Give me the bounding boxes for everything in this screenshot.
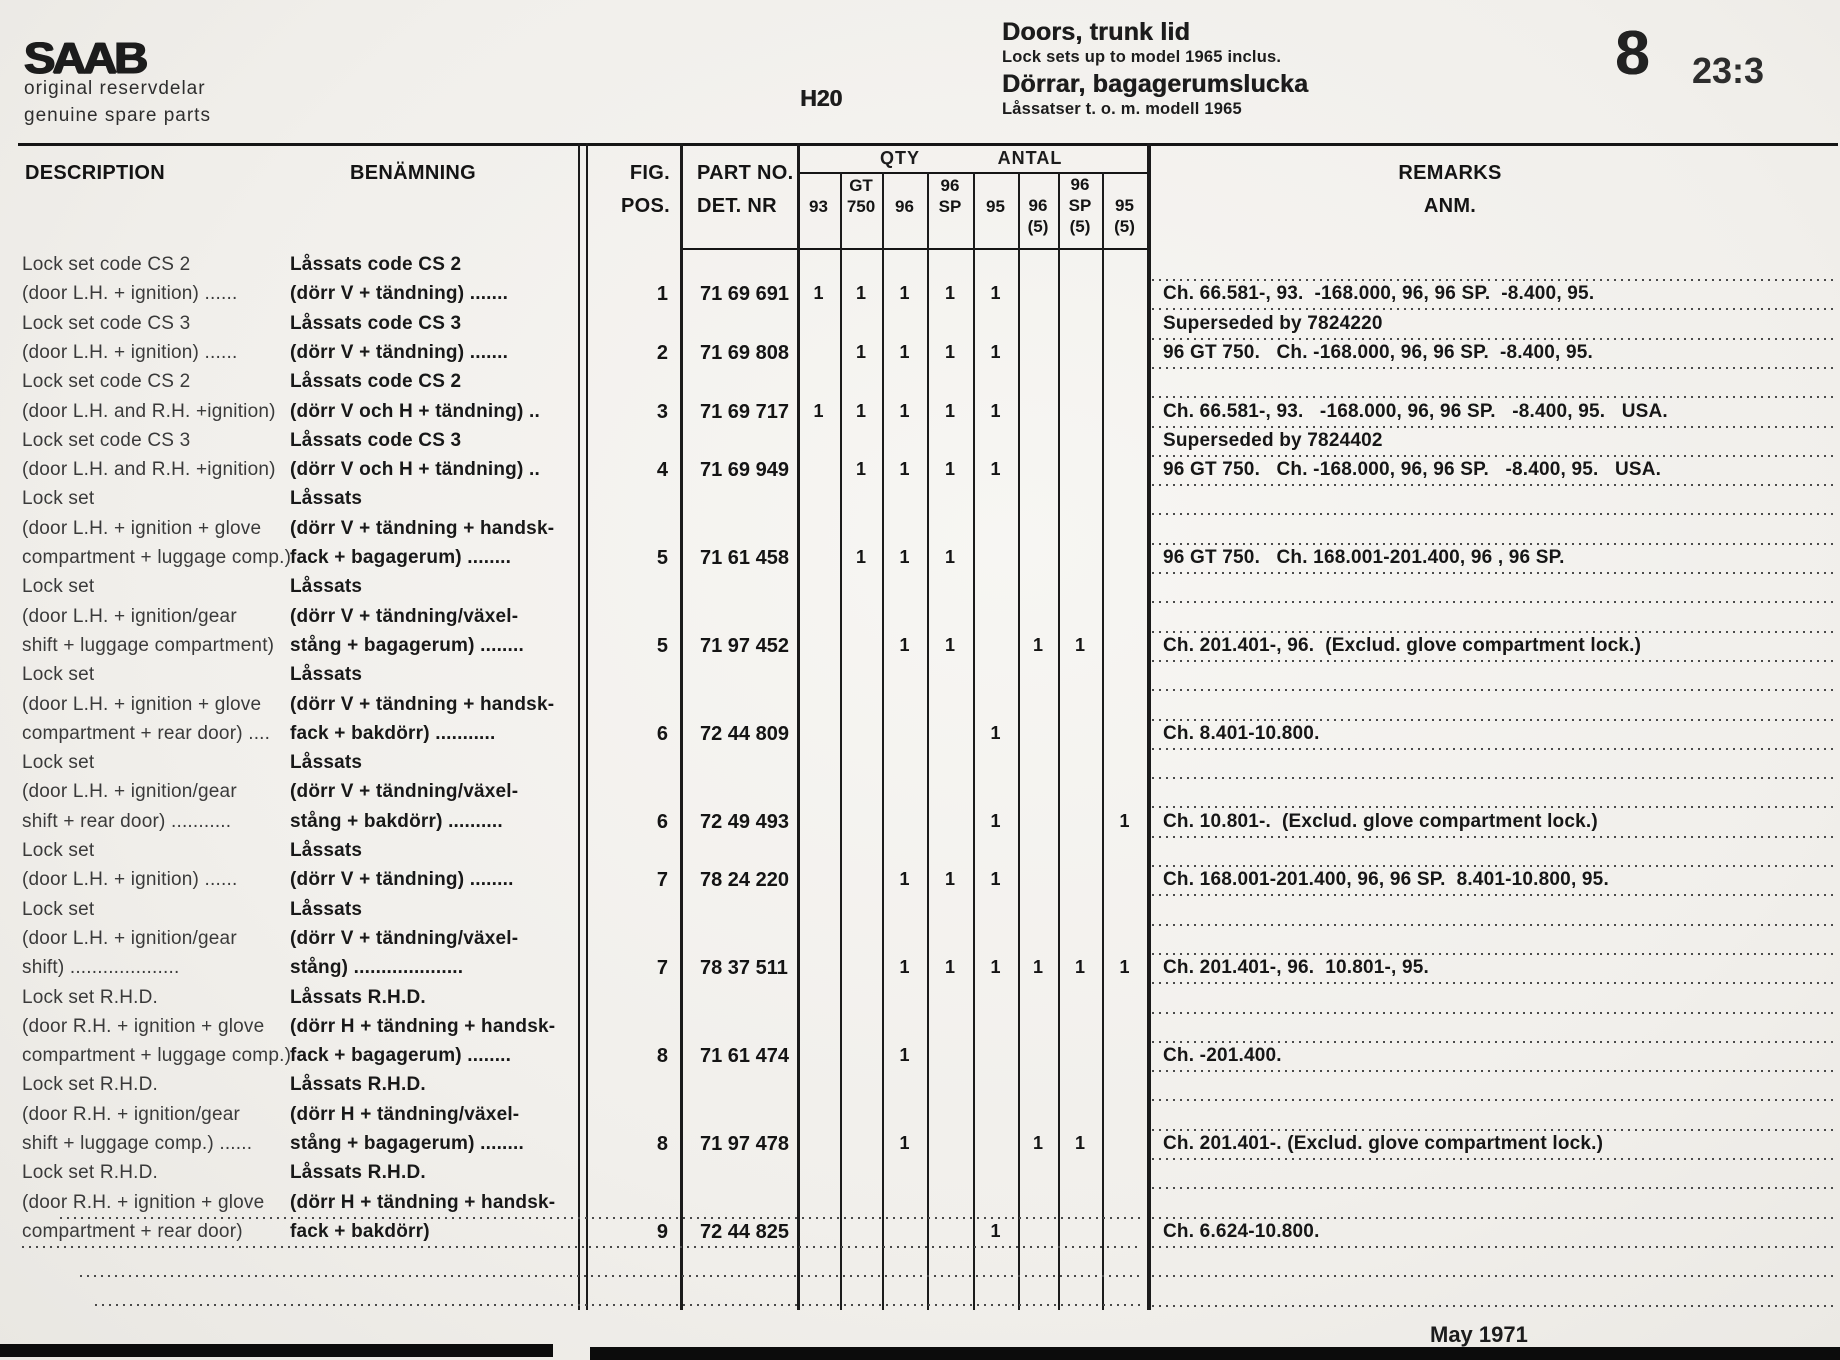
item-fig-pos: 2: [656, 342, 668, 364]
item-benamning-line: (dörr V + tändning) ........: [290, 869, 514, 890]
page-subtitle-english: Lock sets up to model 1965 inclus.: [1002, 48, 1282, 66]
item-qty-value: 1: [899, 401, 910, 421]
item-description-line: (door R.H. + ignition + glove: [22, 1016, 265, 1037]
qty-column-header-3: SP: [938, 197, 962, 216]
dotted-leader-rule: [1152, 894, 1833, 896]
item-qty-value: 1: [1074, 1133, 1085, 1153]
item-fig-pos: 7: [656, 957, 668, 979]
item-benamning-line: (dörr H + tändning/växel-: [290, 1104, 520, 1125]
item-qty-value: 1: [990, 957, 1001, 977]
item-qty-value: 1: [1074, 635, 1085, 655]
item-description-line: Lock set: [22, 840, 95, 861]
column-header-anm: ANM.: [1423, 195, 1477, 217]
item-description-line: shift + rear door) ...........: [22, 811, 232, 832]
section-number: 8: [1615, 19, 1650, 88]
item-remark: 96 GT 750. Ch. -168.000, 96, 96 SP. -8.400, 95. USA.: [1163, 459, 1662, 480]
item-description-line: Lock set code CS 2: [22, 254, 191, 275]
item-qty-value: 1: [899, 1045, 910, 1065]
item-fig-pos: 6: [656, 723, 668, 745]
item-description-line: shift + luggage comp.) ......: [22, 1133, 253, 1154]
qty-column-header-6: (5): [1069, 217, 1091, 236]
item-qty-value: 1: [813, 283, 824, 303]
table-rule-vertical: [1102, 172, 1104, 1310]
dotted-leader-rule: [1152, 1070, 1833, 1072]
column-header-qty: QTY: [879, 148, 920, 168]
item-fig-pos: 5: [656, 547, 668, 569]
dotted-leader-rule-wide: [80, 1275, 1140, 1277]
item-benamning-line: fack + bagagerum) ........: [290, 547, 512, 568]
item-qty-value: 1: [813, 401, 824, 421]
item-remark: Superseded by 7824220: [1163, 313, 1383, 334]
column-header-det-nr: DET. NR: [697, 195, 777, 217]
item-benamning-line: Låssats: [290, 840, 363, 861]
qty-column-header-6: 96: [1070, 175, 1090, 194]
dotted-leader-rule: [1152, 806, 1833, 808]
item-qty-value: 1: [855, 342, 866, 362]
qty-column-header-1: 750: [846, 197, 876, 216]
item-description-line: compartment + luggage comp.): [22, 547, 292, 568]
item-part-number: 71 69 691: [700, 283, 789, 305]
item-description-line: Lock set: [22, 752, 95, 773]
qty-column-header-2: 96: [895, 197, 914, 216]
dotted-leader-rule: [1152, 1129, 1833, 1131]
table-rule-vertical: [578, 143, 580, 1310]
item-qty-value: 1: [944, 635, 955, 655]
scan-edge-bar-right: [590, 1347, 1840, 1360]
item-benamning-line: Låssats code CS 3: [290, 313, 462, 334]
item-description-line: (door L.H. + ignition) ......: [22, 342, 238, 363]
column-header-antal: ANTAL: [997, 148, 1063, 168]
item-benamning-line: Låssats R.H.D.: [290, 987, 426, 1008]
item-benamning-line: Låssats code CS 2: [290, 371, 462, 392]
column-header-remarks: REMARKS: [1398, 162, 1502, 184]
item-description-line: (door L.H. + ignition + glove: [22, 694, 262, 715]
item-qty-value: 1: [1119, 957, 1130, 977]
footer-date: May 1971: [1430, 1322, 1528, 1347]
dotted-leader-rule: [1152, 1099, 1833, 1101]
table-rule-vertical: [797, 143, 800, 1310]
item-benamning-line: (dörr V + tändning + handsk-: [290, 518, 555, 539]
item-qty-value: 1: [990, 401, 1001, 421]
dotted-leader-rule: [1152, 426, 1833, 428]
dotted-leader-rule: [1152, 1305, 1833, 1307]
item-fig-pos: 1: [656, 283, 668, 305]
dotted-leader-rule: [1152, 1217, 1833, 1219]
dotted-leader-rule: [1152, 543, 1833, 545]
brand-tagline-english: genuine spare parts: [24, 105, 211, 126]
column-header-description: DESCRIPTION: [25, 162, 165, 184]
dotted-leader-rule: [1152, 924, 1833, 926]
item-benamning-line: Låssats R.H.D.: [290, 1162, 426, 1183]
dotted-leader-rule: [1152, 689, 1833, 691]
qty-column-header-4: 95: [986, 197, 1005, 216]
item-benamning-line: (dörr V + tändning) .......: [290, 283, 509, 304]
qty-column-header-5: 96: [1028, 196, 1048, 215]
item-benamning-line: Låssats: [290, 664, 363, 685]
dotted-leader-rule: [1152, 1158, 1833, 1160]
item-benamning-line: (dörr V + tändning/växel-: [290, 606, 519, 627]
item-description-line: Lock set R.H.D.: [22, 1074, 159, 1095]
item-benamning-line: Låssats R.H.D.: [290, 1074, 426, 1095]
column-header-part-no: PART NO.: [697, 162, 794, 184]
item-description-line: (door L.H. and R.H. +ignition): [22, 401, 276, 422]
item-benamning-line: stång + bagagerum) ........: [290, 635, 524, 656]
item-qty-value: 1: [855, 401, 866, 421]
item-benamning-line: stång) ....................: [290, 957, 464, 978]
item-description-line: (door L.H. + ignition/gear: [22, 606, 237, 627]
item-benamning-line: (dörr H + tändning + handsk-: [290, 1016, 556, 1037]
dotted-leader-rule: [1152, 953, 1833, 955]
item-remark: Ch. 10.801-. (Exclud. glove compartment lock.): [1163, 811, 1598, 832]
item-remark: Ch. 168.001-201.400, 96, 96 SP. 8.401-10.800, 95.: [1163, 869, 1609, 890]
item-remark: Ch. 8.401-10.800.: [1163, 723, 1320, 744]
item-fig-pos: 6: [656, 811, 668, 833]
item-part-number: 72 49 493: [700, 811, 789, 833]
item-benamning-line: Låssats: [290, 752, 363, 773]
brand-tagline-swedish: original reservdelar: [24, 78, 206, 99]
item-remark: Superseded by 7824402: [1163, 430, 1383, 451]
item-description-line: (door L.H. + ignition) ......: [22, 869, 238, 890]
table-rule-vertical: [1147, 143, 1151, 1310]
dotted-leader-rule: [1152, 1187, 1833, 1189]
item-qty-value: 1: [1119, 811, 1130, 831]
item-remark: Ch. 6.624-10.800.: [1163, 1221, 1320, 1242]
column-header-fig: FIG.: [629, 162, 670, 184]
item-qty-value: 1: [855, 283, 866, 303]
item-qty-value: 1: [990, 283, 1001, 303]
column-header-pos: POS.: [621, 195, 670, 217]
item-part-number: 71 61 458: [700, 547, 789, 569]
item-benamning-line: fack + bakdörr): [290, 1221, 430, 1242]
page-number: 23:3: [1692, 50, 1765, 91]
dotted-leader-rule: [1152, 338, 1833, 340]
item-benamning-line: (dörr V och H + tändning) ..: [290, 401, 540, 422]
item-qty-value: 1: [899, 342, 910, 362]
table-rule-horizontal: [18, 143, 1838, 146]
qty-column-header-1: GT: [849, 176, 873, 195]
item-description-line: Lock set: [22, 488, 95, 509]
dotted-leader-rule: [1152, 1275, 1833, 1277]
item-benamning-line: fack + bakdörr) ...........: [290, 723, 496, 744]
dotted-leader-rule: [1152, 601, 1833, 603]
item-qty-value: 1: [990, 1221, 1001, 1241]
table-rule-vertical: [680, 143, 683, 1310]
item-remark: Ch. -201.400.: [1163, 1045, 1282, 1066]
item-description-line: (door R.H. + ignition/gear: [22, 1104, 241, 1125]
item-description-line: Lock set: [22, 576, 95, 597]
page-subtitle-swedish: Låssatser t. o. m. modell 1965: [1002, 100, 1242, 118]
item-benamning-line: stång + bagagerum) ........: [290, 1133, 524, 1154]
item-fig-pos: 3: [656, 401, 668, 423]
dotted-leader-rule: [1152, 748, 1833, 750]
item-description-line: shift + luggage compartment): [22, 635, 275, 656]
item-qty-value: 1: [899, 283, 910, 303]
item-remark: Ch. 66.581-, 93. -168.000, 96, 96 SP. -8.400, 95. USA.: [1163, 401, 1668, 422]
item-part-number: 71 97 452: [700, 635, 789, 657]
item-fig-pos: 9: [656, 1221, 668, 1243]
item-description-line: (door R.H. + ignition + glove: [22, 1192, 265, 1213]
item-benamning-line: (dörr V + tändning/växel-: [290, 928, 519, 949]
table-rule-horizontal: [797, 172, 1147, 174]
item-qty-value: 1: [1032, 1133, 1043, 1153]
column-header-benamning: BENÄMNING: [350, 162, 477, 184]
dotted-leader-rule: [1152, 484, 1833, 486]
item-part-number: 71 69 808: [700, 342, 789, 364]
item-description-line: shift) ....................: [22, 957, 180, 978]
item-benamning-line: (dörr V + tändning + handsk-: [290, 694, 555, 715]
dotted-leader-rule: [1152, 865, 1833, 867]
item-description-line: Lock set: [22, 899, 95, 920]
item-part-number: 72 44 809: [700, 723, 789, 745]
item-qty-value: 1: [944, 342, 955, 362]
item-remark: 96 GT 750. Ch. 168.001-201.400, 96 , 96 SP.: [1163, 547, 1565, 568]
item-remark: 96 GT 750. Ch. -168.000, 96, 96 SP. -8.400, 95.: [1163, 342, 1594, 363]
dotted-leader-rule: [1152, 1012, 1833, 1014]
item-qty-value: 1: [990, 459, 1001, 479]
qty-column-header-7: (5): [1114, 217, 1135, 236]
item-qty-value: 1: [944, 547, 955, 567]
item-description-line: compartment + rear door): [22, 1221, 243, 1242]
item-part-number: 71 61 474: [700, 1045, 789, 1067]
item-qty-value: 1: [990, 342, 1001, 362]
dotted-leader-rule: [1152, 513, 1833, 515]
item-fig-pos: 7: [656, 869, 668, 891]
item-qty-value: 1: [899, 635, 910, 655]
qty-column-header-3: 96: [940, 176, 960, 195]
item-description-line: (door L.H. and R.H. +ignition): [22, 459, 276, 480]
item-benamning-line: (dörr V + tändning) .......: [290, 342, 509, 363]
item-fig-pos: 5: [656, 635, 668, 657]
item-fig-pos: 4: [656, 459, 668, 481]
saab-logo: SAAB: [24, 33, 146, 82]
qty-column-header-5: (5): [1027, 217, 1049, 236]
qty-column-header-6: SP: [1068, 196, 1092, 215]
item-qty-value: 1: [944, 957, 955, 977]
dotted-leader-rule: [1152, 836, 1833, 838]
dotted-leader-rule: [1152, 1246, 1833, 1248]
item-part-number: 78 37 511: [700, 957, 788, 979]
item-benamning-line: Låssats: [290, 488, 363, 509]
item-benamning-line: (dörr V + tändning/växel-: [290, 781, 519, 802]
item-description-line: Lock set code CS 3: [22, 313, 191, 334]
item-part-number: 71 69 717: [700, 401, 789, 423]
item-description-line: Lock set code CS 3: [22, 430, 191, 451]
table-rule-vertical: [586, 143, 588, 1310]
item-part-number: 78 24 220: [700, 869, 789, 891]
item-description-line: Lock set R.H.D.: [22, 987, 159, 1008]
dotted-leader-rule: [1152, 660, 1833, 662]
dotted-leader-rule: [1152, 279, 1833, 281]
item-remark: Ch. 201.401-. (Exclud. glove compartment lock.): [1163, 1133, 1604, 1154]
item-qty-value: 1: [855, 459, 866, 479]
dotted-leader-rule: [1152, 719, 1833, 721]
item-qty-value: 1: [990, 811, 1001, 831]
item-qty-value: 1: [944, 459, 955, 479]
item-qty-value: 1: [990, 869, 1001, 889]
item-qty-value: 1: [990, 723, 1001, 743]
dotted-leader-rule: [1152, 367, 1833, 369]
item-part-number: 71 69 949: [700, 459, 789, 481]
item-qty-value: 1: [899, 957, 910, 977]
dotted-leader-rule: [1152, 455, 1833, 457]
item-qty-value: 1: [944, 869, 955, 889]
item-description-line: Lock set code CS 2: [22, 371, 191, 392]
scan-edge-bar-left: [0, 1344, 553, 1357]
item-benamning-line: fack + bagagerum) ........: [290, 1045, 512, 1066]
qty-column-header-7: 95: [1115, 196, 1134, 215]
item-qty-value: 1: [899, 547, 910, 567]
dotted-leader-rule-wide: [22, 1246, 1140, 1248]
item-description-line: compartment + luggage comp.): [22, 1045, 292, 1066]
item-qty-value: 1: [899, 459, 910, 479]
item-benamning-line: stång + bakdörr) ..........: [290, 811, 503, 832]
item-qty-value: 1: [1032, 635, 1043, 655]
dotted-leader-rule: [1152, 777, 1833, 779]
item-benamning-line: Låssats: [290, 899, 363, 920]
item-qty-value: 1: [899, 869, 910, 889]
dotted-leader-rule: [1152, 308, 1833, 310]
item-qty-value: 1: [855, 547, 866, 567]
item-part-number: 71 97 478: [700, 1133, 789, 1155]
item-fig-pos: 8: [656, 1133, 668, 1155]
item-remark: Ch. 66.581-, 93. -168.000, 96, 96 SP. -8.400, 95.: [1163, 283, 1595, 304]
item-qty-value: 1: [899, 1133, 910, 1153]
item-remark: Ch. 201.401-, 96. 10.801-, 95.: [1163, 957, 1430, 978]
item-description-line: (door L.H. + ignition/gear: [22, 781, 237, 802]
dotted-leader-rule-wide: [95, 1304, 1140, 1306]
item-qty-value: 1: [1032, 957, 1043, 977]
item-qty-value: 1: [944, 283, 955, 303]
item-description-line: (door L.H. + ignition + glove: [22, 518, 262, 539]
item-qty-value: 1: [944, 401, 955, 421]
item-description-line: (door L.H. + ignition) ......: [22, 283, 238, 304]
item-benamning-line: (dörr V och H + tändning) ..: [290, 459, 540, 480]
item-benamning-line: Låssats code CS 2: [290, 254, 462, 275]
item-description-line: Lock set: [22, 664, 95, 685]
item-remark: Ch. 201.401-, 96. (Exclud. glove compartment lock.): [1163, 635, 1642, 656]
item-benamning-line: Låssats: [290, 576, 363, 597]
item-benamning-line: Låssats code CS 3: [290, 430, 462, 451]
item-part-number: 72 44 825: [700, 1221, 789, 1243]
dotted-leader-rule: [1152, 982, 1833, 984]
section-code: H20: [800, 85, 843, 111]
dotted-leader-rule: [1152, 631, 1833, 633]
item-description-line: (door L.H. + ignition/gear: [22, 928, 237, 949]
table-rule-horizontal: [680, 248, 1147, 250]
item-fig-pos: 8: [656, 1045, 668, 1067]
qty-column-header-0: 93: [809, 197, 828, 216]
item-benamning-line: (dörr H + tändning + handsk-: [290, 1192, 556, 1213]
dotted-leader-rule: [1152, 396, 1833, 398]
item-qty-value: 1: [1074, 957, 1085, 977]
dotted-leader-rule: [1152, 1041, 1833, 1043]
item-description-line: compartment + rear door) ....: [22, 723, 271, 744]
page-title-swedish: Dörrar, bagagerumslucka: [1002, 70, 1309, 98]
item-description-line: Lock set R.H.D.: [22, 1162, 159, 1183]
dotted-leader-rule: [1152, 572, 1833, 574]
dotted-leader-rule-wide: [60, 1217, 1140, 1219]
page-title-english: Doors, trunk lid: [1002, 18, 1190, 46]
